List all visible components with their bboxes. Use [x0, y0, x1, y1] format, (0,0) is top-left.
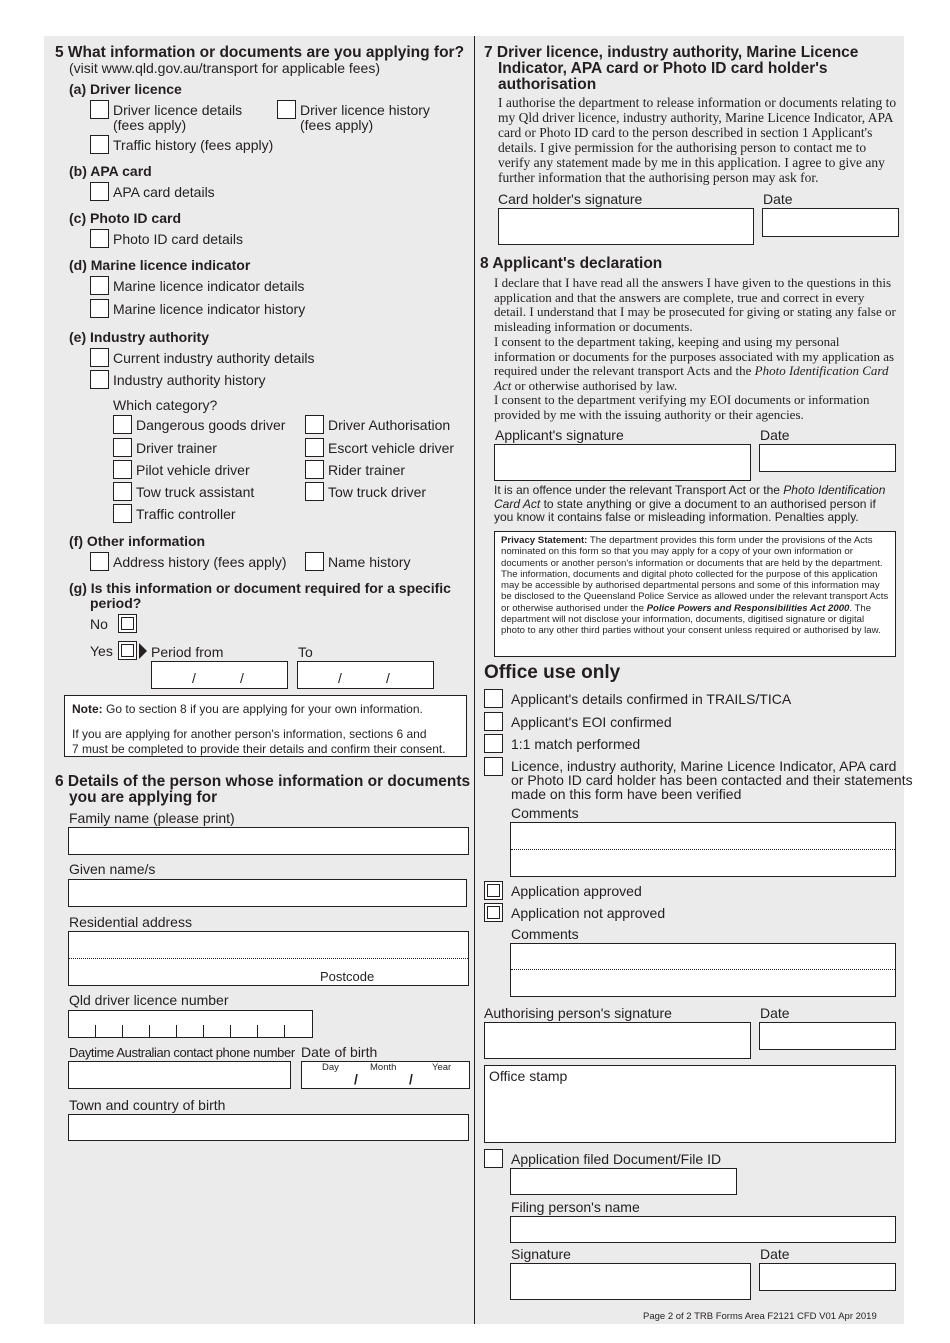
- industry-authority-heading: (e) Industry authority: [69, 329, 210, 345]
- comments-label-2: Comments: [511, 926, 579, 942]
- note-line-3: 7 must be completed to provide their details and confirm their consent.: [72, 742, 446, 756]
- dob-input[interactable]: Day Month Year / /: [301, 1061, 470, 1089]
- industry-history-checkbox[interactable]: [90, 370, 109, 389]
- driver-licence-details-label: Driver licence details: [113, 102, 243, 118]
- details-confirmed-label: Applicant's details confirmed in TRAILS/TICA: [511, 691, 792, 707]
- marine-details-label: Marine licence indicator details: [113, 278, 305, 294]
- comments-label: Comments: [511, 805, 579, 821]
- apa-card-heading: (b) APA card: [69, 163, 152, 179]
- section-7-title-cont2: authorisation: [498, 76, 597, 93]
- eoi-confirmed-checkbox[interactable]: [484, 712, 503, 731]
- section-7-title-cont: Indicator, APA card or Photo ID card holder's: [498, 60, 828, 77]
- apa-card-details-checkbox[interactable]: [90, 182, 109, 201]
- period-to-label: To: [298, 644, 313, 660]
- phone-label: Daytime Australian contact phone number: [69, 1045, 295, 1060]
- offence-notice: It is an offence under the relevant Transport Act or the Photo Identification Card Act to state anything or give a document to an authorised person if you know it contains false or misleading information. Penalties apply.: [494, 483, 886, 524]
- other-information-heading: (f) Other information: [69, 533, 206, 549]
- residential-address-input[interactable]: [68, 931, 469, 986]
- details-confirmed-checkbox[interactable]: [484, 689, 503, 708]
- section-7-body: I authorise the department to release information or documents relating to my Qld driver licence, industry authority, Marine Licence Indicator, APA card or Photo ID card to the person described in section 1 Applicant's details. I give permission for the authorising person to contact me to verify any statement made by me in this application. I agree to give any further information that the authorising person may ask for.: [498, 95, 897, 185]
- licence-number-input[interactable]: [68, 1010, 313, 1038]
- industry-history-label: Industry authority history: [113, 372, 266, 388]
- authorising-signature-label: Authorising person's signature: [484, 1005, 672, 1021]
- category-label: Pilot vehicle driver: [136, 462, 250, 478]
- traffic-history-label: Traffic history (fees apply): [113, 137, 274, 153]
- filing-signature-input[interactable]: [510, 1263, 751, 1300]
- specific-period-question: (g) Is this information or document required for a specific: [69, 580, 451, 596]
- authorising-date-input[interactable]: [759, 1022, 896, 1050]
- card-holder-signature-input[interactable]: [498, 208, 754, 245]
- dob-day: Day: [322, 1062, 339, 1073]
- holder-contacted-label: Licence, industry authority, Marine Licence Indicator, APA card: [511, 758, 897, 774]
- category-checkbox[interactable]: [113, 504, 132, 523]
- category-label: Escort vehicle driver: [328, 440, 455, 456]
- which-category-label: Which category?: [113, 397, 218, 413]
- period-yes-checkbox[interactable]: [118, 641, 137, 660]
- filing-signature-label: Signature: [511, 1246, 571, 1262]
- comments-input[interactable]: [510, 822, 896, 877]
- photo-id-details-checkbox[interactable]: [90, 229, 109, 248]
- current-industry-checkbox[interactable]: [90, 348, 109, 367]
- category-checkbox[interactable]: [113, 415, 132, 434]
- applicant-signature-input[interactable]: [494, 444, 751, 481]
- section-6-title-cont: you are applying for: [69, 789, 218, 806]
- town-country-input[interactable]: [68, 1114, 469, 1141]
- category-label: Driver Authorisation: [328, 417, 451, 433]
- photo-id-details-label: Photo ID card details: [113, 231, 243, 247]
- driver-licence-heading: (a) Driver licence: [69, 81, 182, 97]
- address-history-label: Address history (fees apply): [113, 554, 287, 570]
- driver-licence-history-label: Driver licence history: [300, 102, 430, 118]
- application-not-approved-checkbox[interactable]: [484, 903, 503, 922]
- phone-input[interactable]: [68, 1061, 291, 1089]
- no-label: No: [90, 616, 108, 632]
- column-divider: [474, 36, 475, 1324]
- privacy-statement: Privacy Statement: The department provides this form under the provisions of the Acts nominated on this form so that you may apply for a copy of your own information or documents or another person's information or documents that are held by the department. The information, documents and digital photo collected for the purpose of this application may be accessible by authorised departmental persons and some of this information may be disclosed to the Queensland Police Service as allowed under the relevant transport Acts or otherwise authorised under the Police Powers and Responsibilities Act 2000. The department will not disclose your information, documents, digitised signature or digital photo to any other third parties without your consent unless required or authorised by law.: [494, 531, 896, 657]
- apa-card-details-label: APA card details: [113, 184, 215, 200]
- name-history-label: Name history: [328, 554, 411, 570]
- driver-licence-history-fees: (fees apply): [300, 117, 374, 133]
- given-names-label: Given name/s: [69, 861, 156, 877]
- traffic-history-checkbox[interactable]: [90, 135, 109, 154]
- dob-year: Year: [432, 1062, 452, 1073]
- holder-contacted-label-2: or Photo ID card holder has been contacted and their statements: [511, 772, 913, 788]
- category-checkbox[interactable]: [305, 482, 324, 501]
- match-performed-label: 1:1 match performed: [511, 736, 641, 752]
- applicant-signature-label: Applicant's signature: [495, 427, 624, 443]
- driver-licence-details-checkbox[interactable]: [90, 100, 109, 119]
- period-from-input[interactable]: / /: [151, 661, 288, 689]
- filing-person-input[interactable]: [510, 1216, 896, 1243]
- category-checkbox[interactable]: [305, 415, 324, 434]
- marine-details-checkbox[interactable]: [90, 276, 109, 295]
- card-holder-signature-label: Card holder's signature: [498, 191, 643, 207]
- filing-date-label: Date: [760, 1246, 790, 1262]
- name-history-checkbox[interactable]: [305, 552, 324, 571]
- marine-history-checkbox[interactable]: [90, 299, 109, 318]
- section-7-title: 7 Driver licence, industry authority, Marine Licence: [484, 44, 859, 61]
- note-line-1: Go to section 8 if you are applying for your own information.: [106, 702, 423, 716]
- section-8-title: 8 Applicant's declaration: [480, 255, 663, 272]
- applicant-date-label: Date: [760, 427, 790, 443]
- category-checkbox[interactable]: [113, 482, 132, 501]
- family-name-input[interactable]: [68, 827, 469, 855]
- driver-licence-history-checkbox[interactable]: [277, 100, 296, 119]
- filing-date-input[interactable]: [759, 1263, 896, 1291]
- category-checkbox[interactable]: [305, 438, 324, 457]
- office-use-title: Office use only: [484, 662, 621, 683]
- card-holder-date-input[interactable]: [762, 208, 899, 237]
- application-approved-label: Application approved: [511, 883, 642, 899]
- holder-contacted-checkbox[interactable]: [484, 757, 503, 776]
- marine-history-label: Marine licence indicator history: [113, 301, 306, 317]
- marine-licence-heading: (d) Marine licence indicator: [69, 257, 251, 273]
- residential-address-label: Residential address: [69, 914, 192, 930]
- arrow-right-icon: [139, 643, 147, 659]
- authorising-signature-input[interactable]: [484, 1022, 751, 1059]
- file-id-input[interactable]: [510, 1168, 737, 1195]
- family-name-label: Family name (please print): [69, 810, 235, 826]
- office-stamp-box[interactable]: [484, 1065, 896, 1143]
- yes-label: Yes: [90, 643, 113, 659]
- period-from-label: Period from: [151, 644, 224, 660]
- specific-period-question-cont: period?: [90, 595, 142, 611]
- category-label: Tow truck driver: [328, 484, 427, 500]
- category-checkbox[interactable]: [113, 438, 132, 457]
- postcode-label: Postcode: [320, 969, 375, 984]
- application-filed-label: Application filed Document/File ID: [511, 1151, 722, 1167]
- note-bold: Note:: [72, 702, 103, 716]
- office-stamp-label: Office stamp: [489, 1068, 568, 1084]
- comments-input-2[interactable]: [510, 943, 896, 997]
- declaration-para-2: I consent to the department taking, keeping and using my personal information or documents for the purposes associated with my application as required under the relevant transport Acts and the Photo Identification Card Act or otherwise authorised by law.: [494, 334, 895, 393]
- category-label: Rider trainer: [328, 462, 406, 478]
- address-history-checkbox[interactable]: [90, 552, 109, 571]
- dob-month: Month: [370, 1062, 397, 1073]
- declaration-para-1: I declare that I have read all the answers I have given to the questions in this application and that the answers are complete, true and correct in every detail. I understand that I may be prosecuted for giving or stating any false or misleading information or documents.: [494, 275, 896, 334]
- card-holder-date-label: Date: [763, 191, 793, 207]
- current-industry-label: Current industry authority details: [113, 350, 315, 366]
- category-checkbox[interactable]: [305, 460, 324, 479]
- category-label: Tow truck assistant: [136, 484, 255, 500]
- category-checkbox[interactable]: [113, 460, 132, 479]
- period-no-checkbox[interactable]: [118, 614, 137, 633]
- application-not-approved-label: Application not approved: [511, 905, 666, 921]
- dob-label: Date of birth: [301, 1044, 378, 1060]
- application-filed-checkbox[interactable]: [484, 1149, 503, 1168]
- declaration-para-3: I consent to the department verifying my EOI documents or information provided by me with the issuing authority or their agencies.: [494, 392, 870, 422]
- photo-id-heading: (c) Photo ID card: [69, 210, 182, 226]
- section-5-subtitle: (visit www.qld.gov.au/transport for applicable fees): [69, 60, 380, 76]
- driver-licence-details-fees: (fees apply): [113, 117, 187, 133]
- licence-number-label: Qld driver licence number: [69, 992, 229, 1008]
- application-approved-checkbox[interactable]: [484, 881, 503, 900]
- page-footer: Page 2 of 2 TRB Forms Area F2121 CFD V01 Apr 2019: [643, 1311, 877, 1322]
- category-label: Dangerous goods driver: [136, 417, 286, 433]
- given-names-input[interactable]: [68, 879, 467, 907]
- section-6-title: 6 Details of the person whose information or documents: [55, 773, 471, 790]
- applicant-date-input[interactable]: [759, 444, 896, 472]
- note-line-2: If you are applying for another person's information, sections 6 and: [72, 727, 427, 741]
- match-performed-checkbox[interactable]: [484, 734, 503, 753]
- town-country-label: Town and country of birth: [69, 1097, 226, 1113]
- category-label: Traffic controller: [136, 506, 236, 522]
- note-box: [64, 695, 467, 757]
- section-5-title: 5 What information or documents are you applying for?: [55, 44, 465, 61]
- holder-contacted-label-3: made on this form have been verified: [511, 786, 742, 802]
- eoi-confirmed-label: Applicant's EOI confirmed: [511, 714, 672, 730]
- authorising-date-label: Date: [760, 1005, 790, 1021]
- filing-person-label: Filing person's name: [511, 1199, 640, 1215]
- period-to-input[interactable]: / /: [297, 661, 434, 689]
- category-label: Driver trainer: [136, 440, 217, 456]
